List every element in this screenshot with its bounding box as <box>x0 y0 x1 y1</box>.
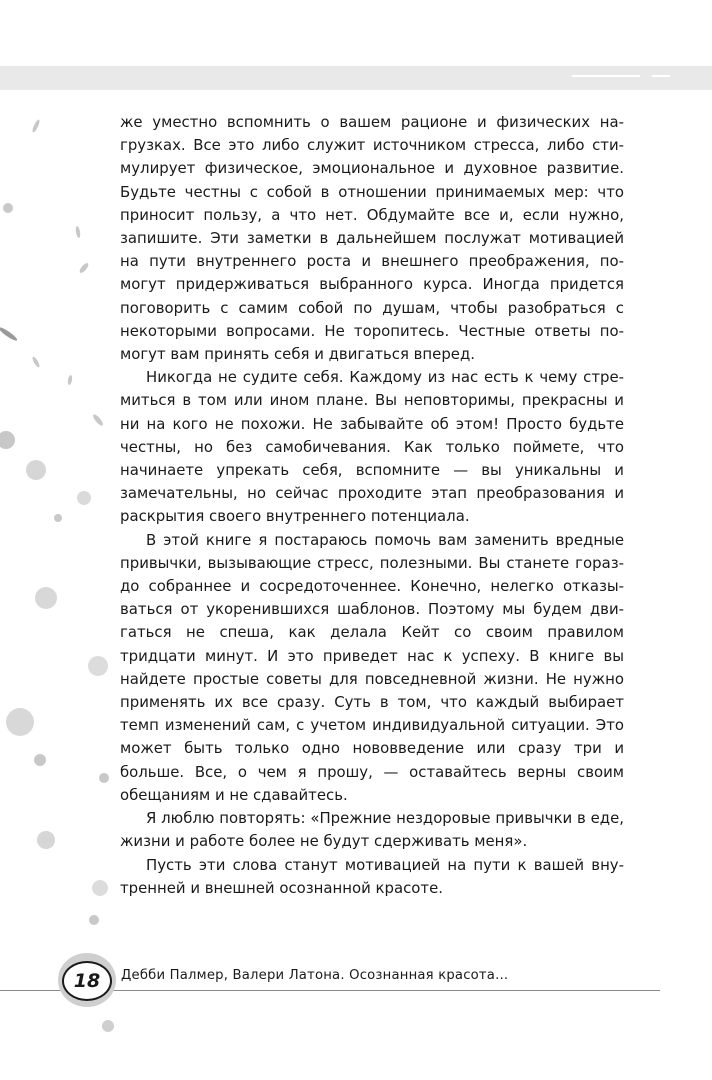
paragraph: В этой книге я постараюсь помочь вам заменить вредные привычки, вызывающие стресс, полезными. Вы станете гораздо собраннее и сосредоточеннее. Конечно, нелегко отказываться от укоренившихся шаблонов. Поэтому мы будем двигаться не спеша, как делала Кейт со своим правилом тридцати минут. И это приведет нас к успеху. В книге вы найдете простые советы для повседневной жизни. Не нужно применять их все сразу. Суть в том, что каждый выбирает темп изменений сам, с учетом индивидуальной ситуации. Это может быть только одно нововведение или сразу три и больше. Все, о чем я прошу, — оставайтесь верны своим обещаниям и не сдавайтесь. <box>120 530 624 804</box>
body-text <box>120 111 624 900</box>
running-title: Дебби Палмер, Валери Латона. Осознанная красота... <box>121 968 509 983</box>
page-number: 18 <box>62 961 112 1001</box>
paragraph: Я люблю повторять: «Прежние нездоровые привычки в еде, жизни и работе более не будут сдерживать меня». <box>120 809 624 851</box>
decorative-confetti <box>0 0 140 1080</box>
header-accent-dash <box>652 75 670 77</box>
paragraph: Никогда не судите себя. Каждому из нас есть к чему стремиться в том или ином плане. Вы неповторимы, прекрасны и ни на кого не похожи. Не забывайте об этом! Просто будьте честны, но без самобичевания. Как только поймете, что начинаете упрекать себя, вспомните — вы уникальны и замечательны, но сейчас проходите этап преобразования и раскрытия своего внутреннего потенциала. <box>120 368 624 526</box>
paragraph: же уместно вспомнить о вашем рационе и физических нагрузках. Все это либо служит источником стресса, либо стимулирует физическое, эмоциональное и духовное развитие. Будьте честны с собой в отношении принимаемых мер: что приносит пользу, а что нет. Обдумайте все и, если нужно, запишите. Эти заметки в дальнейшем послужат мотивацией на пути внутреннего роста и внешнего преображения, помогут придерживаться выбранного курса. Иногда придется поговорить с самим собой по душам, чтобы разобраться с некоторыми вопросами. Не торопитесь. Честные ответы помогут вам принять себя и двигаться вперед. <box>120 113 624 364</box>
paragraph: Пусть эти слова станут мотивацией на пути к вашей внутренней и внешней осознанной красоте. <box>120 855 624 897</box>
page-footer <box>0 950 712 1010</box>
header-accent-line <box>572 75 640 77</box>
